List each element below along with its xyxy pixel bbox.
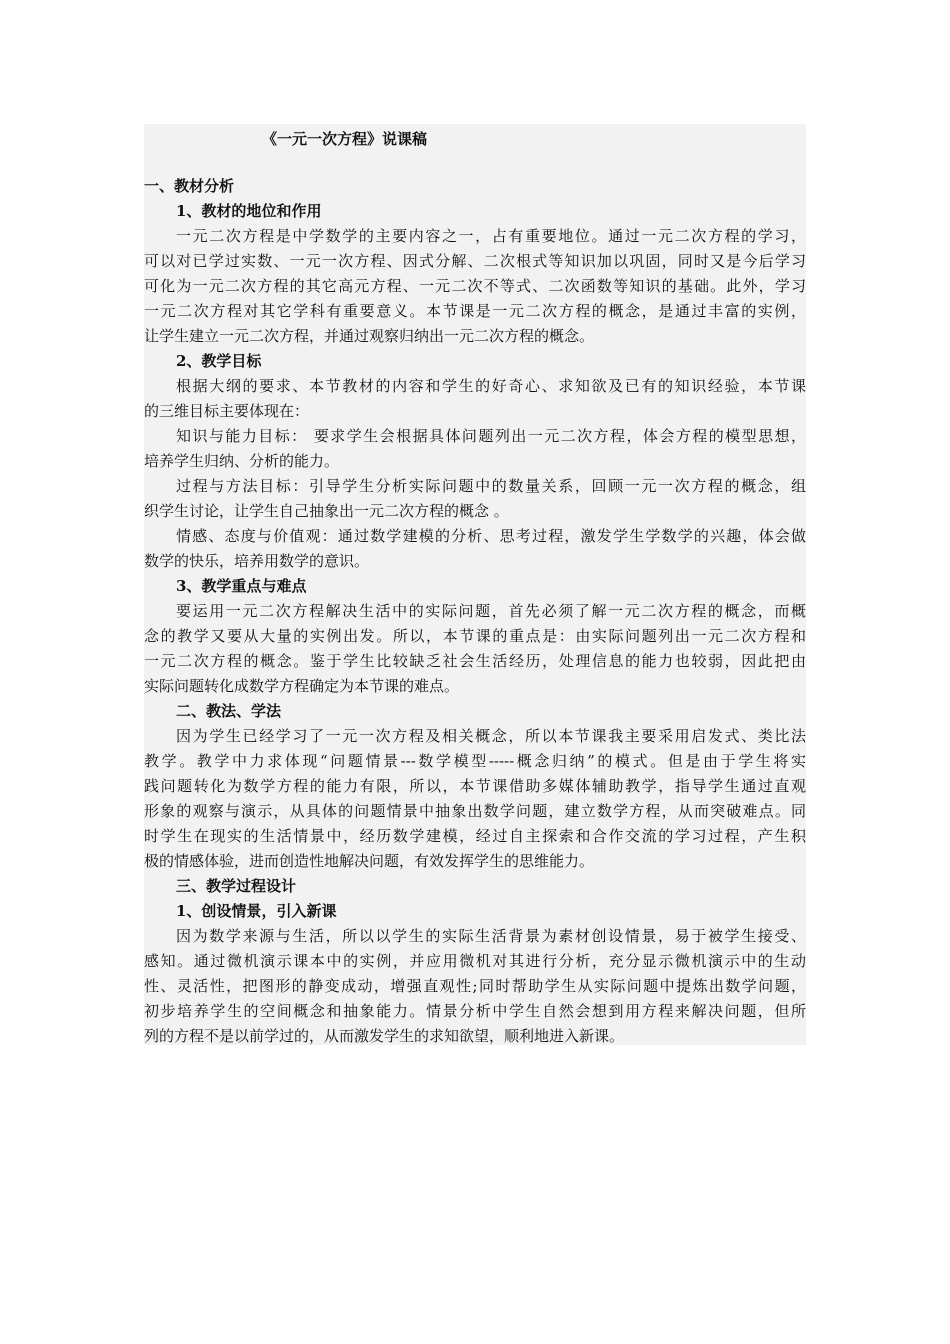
paragraph-line: 知识与能力目标： 要求学生会根据具体问题列出一元二次方程，体会方程的模型思想， xyxy=(176,427,806,445)
paragraph-line: 数学的快乐，培养用数学的意识。 xyxy=(144,552,370,570)
paragraph-line: 时学生在现实的生活情景中，经历数学建模，经过自主探索和合作交流的学习过程，产生积 xyxy=(144,827,806,845)
subsection-heading: 3、教学重点与难点 xyxy=(176,577,307,595)
paragraph-line: 根据大纲的要求、本节教材的内容和学生的好奇心、求知欲及已有的知识经验，本节课 xyxy=(176,377,806,395)
paragraph-line: 一元二次方程的概念。鉴于学生比较缺乏社会生活经历，处理信息的能力也较弱，因此把由 xyxy=(144,652,806,670)
paragraph-line: 一元二次方程是中学数学的主要内容之一，占有重要地位。通过一元二次方程的学习， xyxy=(176,227,806,245)
paragraph-line: 培养学生归纳、分析的能力。 xyxy=(144,452,340,470)
paragraph-line: 性、灵活性，把图形的静变成动，增强直观性;同时帮助学生从实际问题中提炼出数学问题， xyxy=(144,977,806,995)
paragraph-line: 极的情感体验，进而创造性地解决问题，有效发挥学生的思维能力。 xyxy=(144,852,595,870)
paragraph-line: 因为学生已经学习了一元一次方程及相关概念，所以本节课我主要采用启发式、类比法 xyxy=(176,727,806,745)
paragraph-line: 可以对已学过实数、一元一次方程、因式分解、二次根式等知识加以巩固，同时又是今后学习 xyxy=(144,252,806,270)
paragraph-line: 教学。教学中力求体现“问题情景---数学模型-----概念归纳”的模式。但是由于学生将实 xyxy=(144,752,806,770)
paragraph-line: 情感、态度与价值观：通过数学建模的分析、思考过程，激发学生学数学的兴趣，体会做 xyxy=(176,527,806,545)
paragraph-line: 感知。通过微机演示课本中的实例，并应用微机对其进行分析，充分显示微机演示中的生动 xyxy=(144,952,806,970)
subsection-heading: 2、教学目标 xyxy=(176,352,262,370)
section-heading: 一、教材分析 xyxy=(144,177,235,195)
document-title: 《一元一次方程》说课稿 xyxy=(262,130,428,148)
paragraph-line: 因为数学来源与生活，所以以学生的实际生活背景为素材创设情景，易于被学生接受、 xyxy=(176,927,806,945)
paragraph-line: 可化为一元二次方程的其它高元方程、一元二次不等式、二次函数等知识的基础。此外，学习 xyxy=(144,277,806,295)
subsection-heading: 二、教法、学法 xyxy=(176,702,282,720)
paragraph-line: 一元二次方程对其它学科有重要意义。本节课是一元二次方程的概念，是通过丰富的实例， xyxy=(144,302,806,320)
paragraph-line: 的三维目标主要体现在： xyxy=(144,402,310,420)
paragraph-line: 过程与方法目标：引导学生分析实际问题中的数量关系，回顾一元一次方程的概念，组 xyxy=(176,477,806,495)
paragraph-line: 要运用一元二次方程解决生活中的实际问题，首先必须了解一元二次方程的概念，而概 xyxy=(176,602,806,620)
paragraph-line: 践问题转化为数学方程的能力有限，所以，本节课借助多媒体辅助教学，指导学生通过直观 xyxy=(144,777,806,795)
paragraph-line: 念的教学又要从大量的实例出发。所以，本节课的重点是：由实际问题列出一元二次方程和 xyxy=(144,627,806,645)
paragraph-line: 形象的观察与演示，从具体的问题情景中抽象出数学问题，建立数学方程，从而突破难点。同 xyxy=(144,802,806,820)
paragraph-line: 织学生讨论，让学生自己抽象出一元二次方程的概念 。 xyxy=(144,502,509,520)
paragraph-line: 初步培养学生的空间概念和抽象能力。情景分析中学生自然会想到用方程来解决问题，但所 xyxy=(144,1002,806,1020)
paragraph-line: 列的方程不是以前学过的，从而激发学生的求知欲望，顺利地进入新课。 xyxy=(144,1027,625,1045)
paragraph-line: 实际问题转化成数学方程确定为本节课的难点。 xyxy=(144,677,460,695)
paragraph-line: 让学生建立一元二次方程，并通过观察归纳出一元二次方程的概念。 xyxy=(144,327,595,345)
subsection-heading: 1、创设情景，引入新课 xyxy=(176,902,337,920)
subsection-heading: 1、教材的地位和作用 xyxy=(176,202,322,220)
subsection-heading: 三、教学过程设计 xyxy=(176,877,297,895)
